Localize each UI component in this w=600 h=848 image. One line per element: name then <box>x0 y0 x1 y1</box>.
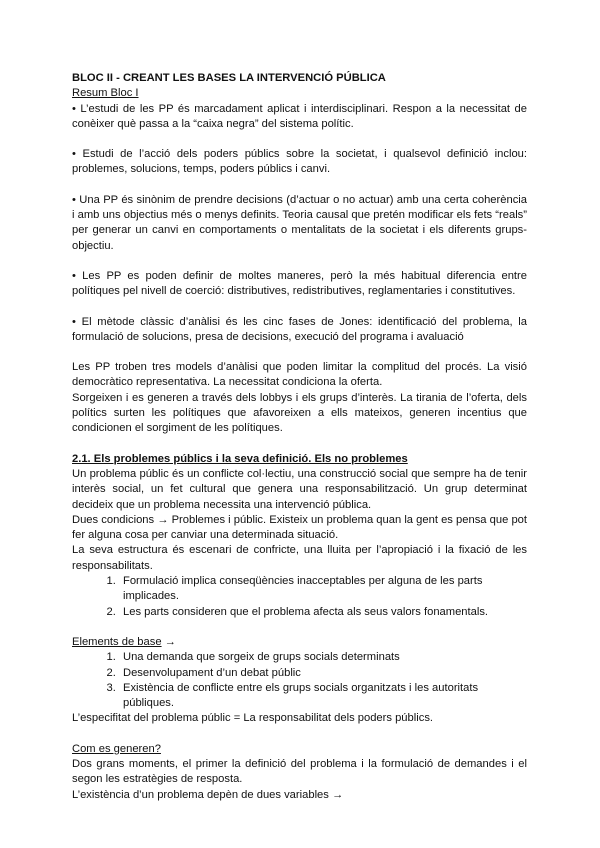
bullet-paragraph: • Una PP és sinònim de prendre decisions (d’actuar o no actuar) amb una certa coherència i amb uns objectius més o menys definits. Teoria causal que pretén modificar els fets “reals” per generar un canvi en comportaments o mentalitats de la societat i els diferents grups-objectiu. <box>72 193 527 252</box>
structure-list <box>72 574 527 620</box>
elements-label: Elements de base <box>72 635 162 648</box>
problem-paragraph: Un problema públic és un conflicte col·lectiu, una construcció social que sempre ha de tenir interès social, un fet cultural que genera una responsabilització. Un grup determinat decideix que un problema necessita una intervenció pública. <box>72 467 527 511</box>
specificity-paragraph: L’especifitat del problema públic = La responsabilitat dels poders públics. <box>72 712 434 725</box>
lobbies-paragraph: Sorgeixen i es generen a través dels lobbys i els grups d’interès. La tirania de l’oferta, dels polítics surten les polítiques que afavoreixen a ells mateixos, generen incentius que condicionen el sorgiment de les polítiques. <box>72 391 527 435</box>
elements-list <box>72 650 527 711</box>
variables-paragraph: L’existència d’un problema depèn de dues variables → <box>72 788 344 801</box>
generate-label: Com es generen? <box>72 742 161 755</box>
arrow-icon: → <box>161 635 176 648</box>
structure-paragraph: La seva estructura és escenari de confricte, una lluita per l’apropiació i la fixació de les responsabilitats. <box>72 544 527 572</box>
list-item: 3. Existència de conflicte entre els grups socials organitzats i les autoritats públiques. <box>119 681 527 712</box>
list-item: 2. Les parts consideren que el problema afecta als seus valors fonamentals. <box>119 605 527 620</box>
list-item: 2. Desenvolupament d’un debat públic <box>119 666 527 681</box>
moments-paragraph: Dos grans moments, el primer la definició del problema i la formulació de demandes i el segon les estratègies de resposta. <box>72 757 527 786</box>
bullet-paragraph: • Estudi de l’acció dels poders públics sobre la societat, i qualsevol definició inclou: problemes, solucions, temps, poders públics i canvi. <box>72 148 527 176</box>
bullet-paragraph: • El mètode clàssic d’anàlisi és les cinc fases de Jones: identificació del problema, la formulació de solucions, presa de decisions, execució del programa i avaluació <box>72 315 527 343</box>
models-paragraph: Les PP troben tres models d’anàlisi que poden limitar la complitud del procés. La visió democràtico representativa. La necessitat condiciona la oferta. <box>72 361 527 389</box>
bullet-paragraph: • Les PP es poden definir de moltes maneres, però la més habitual diferencia entre polítiques pel nivell de coerció: distributives, redistributives, reglamentaries i constitutives. <box>72 269 527 298</box>
list-item: 1. Una demanda que sorgeix de grups socials determinats <box>119 650 527 665</box>
elements-heading <box>72 635 527 650</box>
summary-label: Resum Bloc I <box>72 87 139 100</box>
conditions-paragraph: Dues condicions → Problemes i públic. Existeix un problema quan la gent es pensa que pot fer alguna cosa per canviar una determinada situació. <box>72 513 527 542</box>
page-title: BLOC II - CREANT LES BASES LA INTERVENCIÓ PÚBLICA <box>72 72 386 84</box>
document-body <box>72 71 527 803</box>
list-item: 1. Formulació implica conseqüències inacceptables per alguna de les parts implicades. <box>119 574 527 605</box>
section-heading: 2.1. Els problemes públics i la seva definició. Els no problemes <box>72 452 408 465</box>
bullet-paragraph: • L’estudi de les PP és marcadament aplicat i interdisciplinari. Respon a la necessitat de conèixer què passa a la “caixa negra” del sistema polític. <box>72 102 527 130</box>
